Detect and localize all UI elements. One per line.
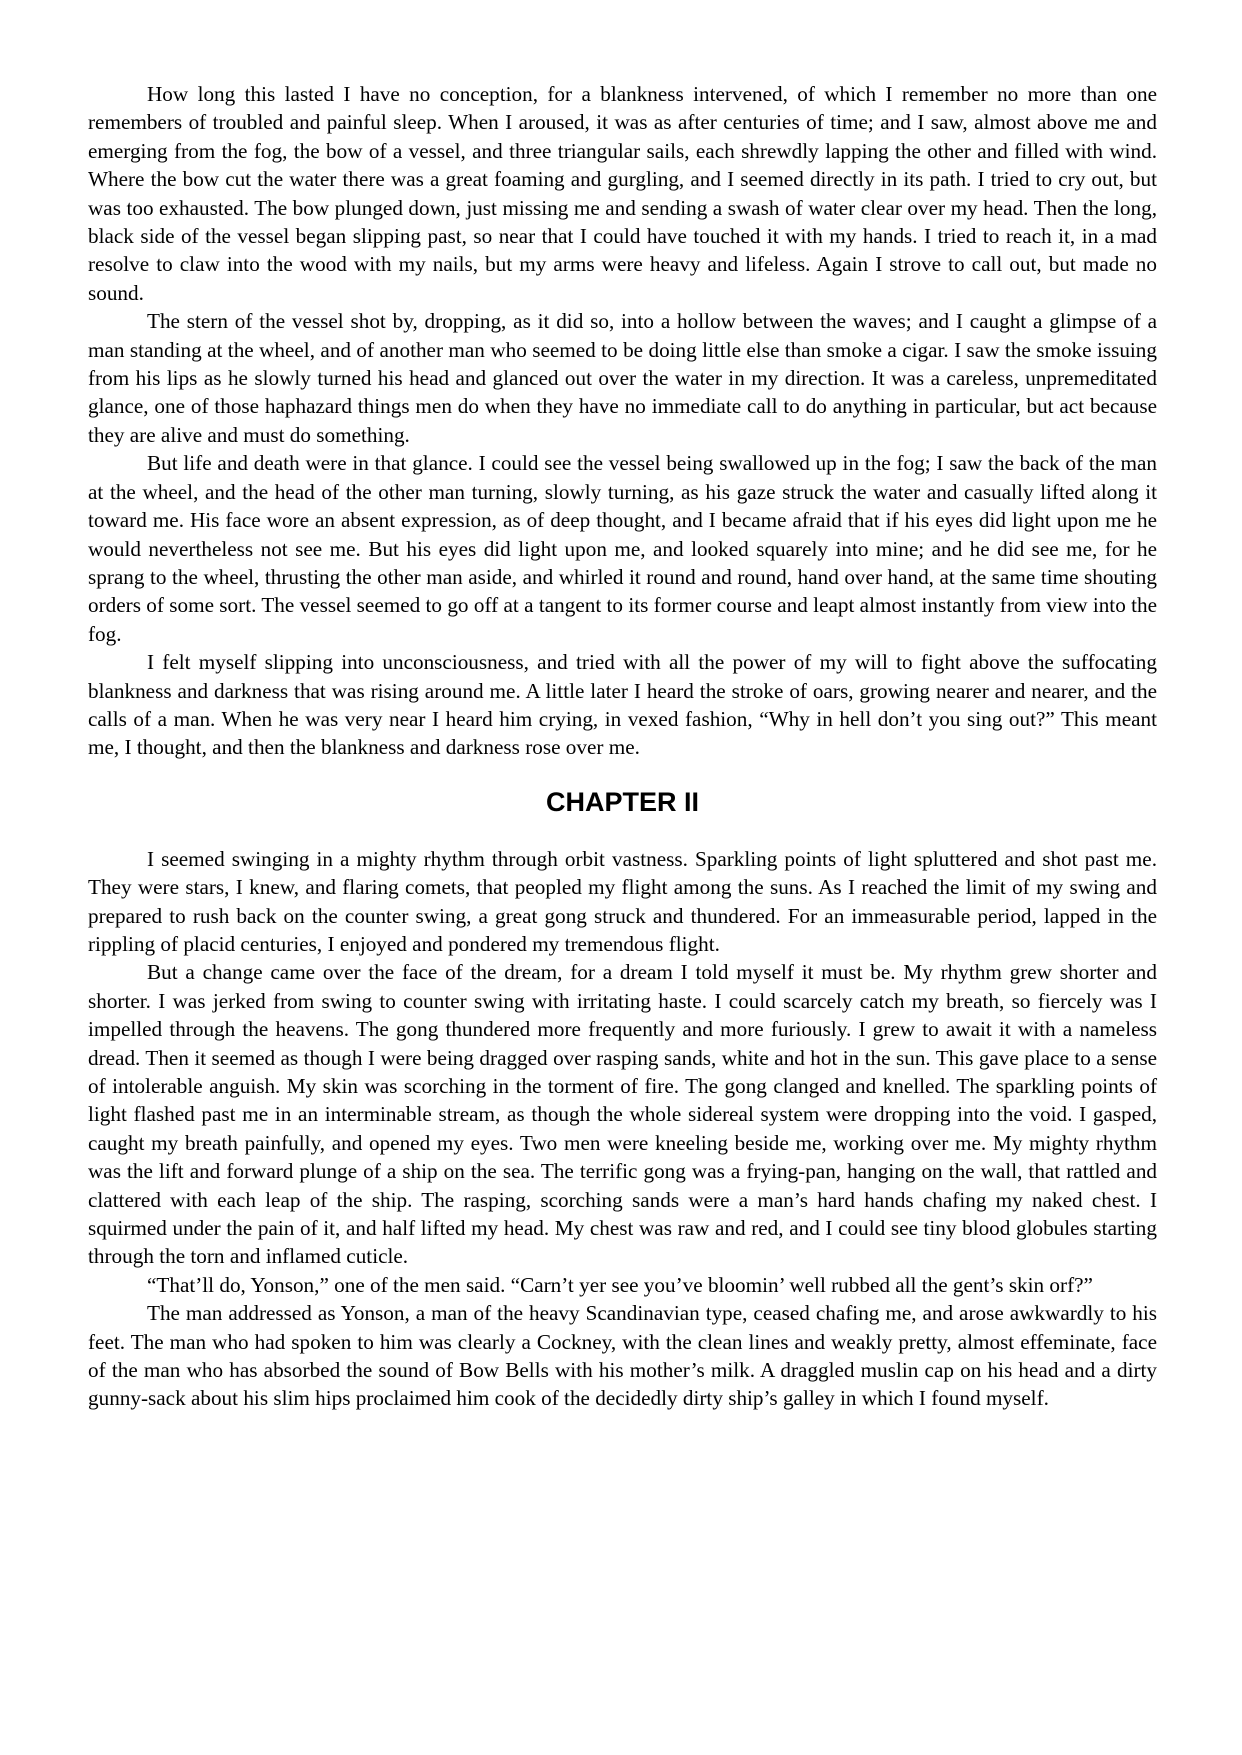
chapter-heading-block <box>88 786 1157 818</box>
paragraph: I felt myself slipping into unconsciousness, and tried with all the power of my will to fight above the suffocating blankness and darkness that was rising around me. A little later I heard the stroke of oars, growing nearer and nearer, and the calls of a man. When he was very near I heard him crying, in vexed fashion, “Why in hell don’t you sing out?” This meant me, I thought, and then the blankness and darkness rose over me. <box>88 650 1157 760</box>
chapter-two-body <box>88 845 1157 1413</box>
paragraph: But life and death were in that glance. I could see the vessel being swallowed up in the fog; I saw the back of the man at the wheel, and the head of the other man turning, slowly turning, as his gaze struck the water and casually lifted along it toward me. His face wore an absent expression, as of deep thought, and I became afraid that if his eyes did light upon me he would nevertheless not see me. But his eyes did light upon me, and looked squarely into mine; and he did see me, for he sprang to the wheel, thrusting the other man aside, and whirled it round and round, hand over hand, at the same time shouting orders of some sort. The vessel seemed to go off at a tangent to its former course and leapt almost instantly from view into the fog. <box>88 451 1157 646</box>
paragraph: The man addressed as Yonson, a man of the heavy Scandinavian type, ceased chafing me, and arose awkwardly to his feet. The man who had spoken to him was clearly a Cockney, with the clean lines and weakly pretty, almost effeminate, face of the man who has absorbed the sound of Bow Bells with his mother’s milk. A draggled muslin cap on his head and a dirty gunny-sack about his slim hips proclaimed him cook of the decidedly dirty ship’s galley in which I found myself. <box>88 1301 1157 1411</box>
chapter-one-ending <box>88 80 1157 762</box>
paragraph: I seemed swinging in a mighty rhythm through orbit vastness. Sparkling points of light spluttered and shot past me. They were stars, I knew, and flaring comets, that peopled my flight among the suns. As I reached the limit of my swing and prepared to rush back on the counter swing, a great gong struck and thundered. For an immeasurable period, lapped in the rippling of placid centuries, I enjoyed and pondered my tremendous flight. <box>88 846 1157 956</box>
paragraph: How long this lasted I have no conception, for a blankness intervened, of which I remember no more than one remembers of troubled and painful sleep. When I aroused, it was as after centuries of time; and I saw, almost above me and emerging from the fog, the bow of a vessel, and three triangular sails, each shrewdly lapping the other and filled with wind. Where the bow cut the water there was a great foaming and gurgling, and I seemed directly in its path. I tried to cry out, but was too exhausted. The bow plunged down, just missing me and sending a swash of water clear over my head. Then the long, black side of the vessel began slipping past, so near that I could have touched it with my hands. I tried to reach it, in a mad resolve to claw into the wood with my nails, but my arms were heavy and lifeless. Again I strove to call out, but made no sound. <box>88 82 1157 305</box>
paragraph: But a change came over the face of the dream, for a dream I told myself it must be. My rhythm grew shorter and shorter. I was jerked from swing to counter swing with irritating haste. I could scarcely catch my breath, so fiercely was I impelled through the heavens. The gong thundered more frequently and more furiously. I grew to await it with a nameless dread. Then it seemed as though I were being dragged over rasping sands, white and hot in the sun. This gave place to a sense of intolerable anguish. My skin was scorching in the torment of fire. The gong clanged and knelled. The sparkling points of light flashed past me in an interminable stream, as though the whole sidereal system were dropping into the void. I gasped, caught my breath painfully, and opened my eyes. Two men were kneeling beside me, working over me. My mighty rhythm was the lift and forward plunge of a ship on the sea. The terrific gong was a frying-pan, hanging on the wall, that rattled and clattered with each leap of the ship. The rasping, scorching sands were a man’s hard hands chafing my naked chest. I squirmed under the pain of it, and half lifted my head. My chest was raw and red, and I could see tiny blood globules starting through the torn and inflamed cuticle. <box>88 960 1157 1269</box>
paragraph: “That’ll do, Yonson,” one of the men said. “Carn’t yer see you’ve bloomin’ well rubbed all the gent’s skin orf?” <box>147 1272 1093 1297</box>
paragraph: The stern of the vessel shot by, dropping, as it did so, into a hollow between the waves; and I caught a glimpse of a man standing at the wheel, and of another man who seemed to be doing little else than smoke a cigar. I saw the smoke issuing from his lips as he slowly turned his head and glanced out over the water in my direction. It was a careless, unpremeditated glance, one of those haphazard things men do when they have no immediate call to do anything in particular, but act because they are alive and must do something. <box>88 309 1157 447</box>
chapter-heading: CHAPTER II <box>545 786 699 817</box>
book-page <box>88 80 1157 1413</box>
